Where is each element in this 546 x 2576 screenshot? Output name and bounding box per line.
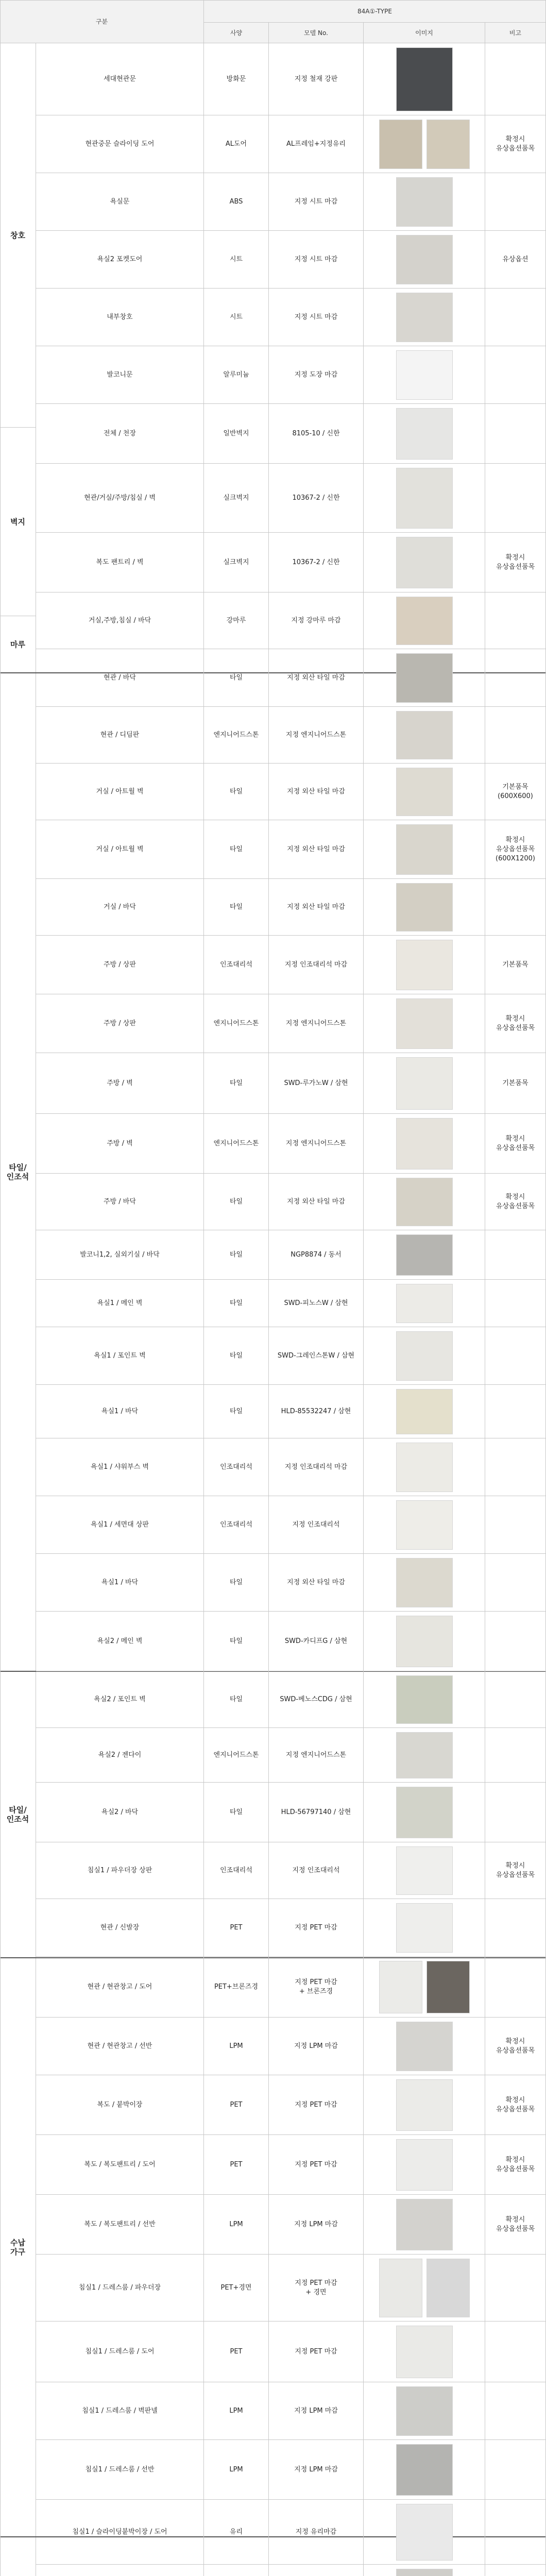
row-spec: LPM [204, 2195, 269, 2255]
row-spec: PET+경면 [204, 2255, 269, 2321]
material-swatch [426, 1961, 470, 2013]
row-spec: 타일 [204, 649, 269, 707]
row-note: 확정시 유상옵션품목 [485, 2195, 546, 2255]
row-note: 기본품목 [485, 936, 546, 994]
material-swatch [396, 653, 453, 703]
row-model: 지정 철재 강판 [269, 43, 364, 115]
row-spec: 타일 [204, 1385, 269, 1438]
material-swatch [396, 2504, 453, 2561]
row-note [485, 1385, 546, 1438]
row-note [485, 2255, 546, 2321]
row-spec: 시트 [204, 289, 269, 346]
row-note: 확정시 유상옵션품목 [485, 1174, 546, 1230]
row-spec: 타일 [204, 1554, 269, 1612]
material-swatch [396, 47, 453, 111]
row-model: 지정 도장 마감 [269, 346, 364, 404]
material-swatch [396, 2079, 453, 2131]
material-swatch [396, 1846, 453, 1895]
material-swatch [396, 940, 453, 990]
row-group-label: 현관 / 디딤판 [36, 707, 204, 764]
row-note: 확정시 유상옵션품목 [485, 1842, 546, 1899]
material-swatch [396, 2386, 453, 2436]
row-note [485, 1496, 546, 1554]
row-model: SWD-그레인스톤W / 삼현 [269, 1327, 364, 1385]
header-note: 비고 [485, 23, 546, 43]
row-spec: 타일 [204, 1174, 269, 1230]
row-group-label: 침실1 / 파우더장 상판 [36, 1842, 204, 1899]
row-spec [204, 2565, 269, 2576]
row-spec: PET [204, 2321, 269, 2382]
material-swatch [396, 998, 453, 1049]
row-note [485, 1957, 546, 2018]
row-group-label: 욕실문 [36, 173, 204, 231]
row-group-label: 현관 / 현관창고 / 도어 [36, 1957, 204, 2018]
row-model: SWD-루가노W / 삼현 [269, 1053, 364, 1114]
row-group-label: 발코니문 [36, 346, 204, 404]
row-model: 지정 PET 마감 [269, 1899, 364, 1957]
row-group-label: 욕실2 / 바닥 [36, 1783, 204, 1842]
row-note: 확정시 유상옵션품목 [485, 1114, 546, 1174]
row-model: 지정 외산 타일 마감 [269, 1554, 364, 1612]
row-model: 지정 PET 마감 [269, 2135, 364, 2195]
row-note: 기본품목 [485, 1053, 546, 1114]
row-spec: 시트 [204, 231, 269, 289]
row-model: 지정 엔지니어드스톤 [269, 1114, 364, 1174]
material-swatch [396, 2569, 453, 2576]
row-spec: 엔지니어드스톤 [204, 1728, 269, 1783]
row-group-label: 침실1 / 슬라이딩붙박이장 / 도어 [36, 2500, 204, 2565]
row-model: 지정 시트 마감 [269, 231, 364, 289]
row-note [485, 592, 546, 649]
row-note [485, 2382, 546, 2440]
row-model: 지정 LPM 마감 [269, 2440, 364, 2500]
row-group-label: 침실1 / 드레스룸 / 벽판넬 [36, 2382, 204, 2440]
row-spec: 인조대리석 [204, 1496, 269, 1554]
row-note: 확정시 유상옵션품목 [485, 533, 546, 592]
row-model: 지정 LPM 마감 [269, 2382, 364, 2440]
row-spec: 엔지니어드스톤 [204, 1114, 269, 1174]
row-group-label: 욕실2 / 메인 벽 [36, 1612, 204, 1671]
row-model: 지정 인조대리석 [269, 1496, 364, 1554]
material-swatch [396, 1178, 453, 1226]
section-door: 창호 [0, 43, 36, 428]
material-swatch [396, 2022, 453, 2071]
row-model: 지정 인조대리석 [269, 1842, 364, 1899]
row-model [269, 2565, 364, 2576]
row-note [485, 173, 546, 231]
row-spec: 타일 [204, 1053, 269, 1114]
row-note: 확정시 유상옵션품목 [485, 2135, 546, 2195]
material-swatch [396, 1057, 453, 1110]
row-model: 지정 PET 마감 [269, 2321, 364, 2382]
row-model: 지정 강마루 마감 [269, 592, 364, 649]
material-swatch [396, 350, 453, 400]
row-spec: 엔지니어드스톤 [204, 707, 269, 764]
row-group-label: 욕실1 / 샤워부스 벽 [36, 1438, 204, 1496]
row-spec: 인조대리석 [204, 1438, 269, 1496]
row-spec: 타일 [204, 879, 269, 936]
row-group-label: 거실,주방,침실 / 바닥 [36, 592, 204, 649]
section-storage-2 [0, 2537, 36, 2576]
row-spec: ABS [204, 173, 269, 231]
row-model: HLD-85532247 / 삼현 [269, 1385, 364, 1438]
material-swatch [396, 883, 453, 931]
header-image: 이미지 [364, 23, 485, 43]
row-spec: 인조대리석 [204, 936, 269, 994]
row-group-label: 주방 / 벽 [36, 1114, 204, 1174]
row-group-label: 복도 / 붙박이장 [36, 2075, 204, 2135]
row-spec: 타일 [204, 1230, 269, 1280]
row-note: 확정시 유상옵션품목 (600X1200) [485, 820, 546, 879]
material-swatch [396, 537, 453, 588]
row-group-label: 욕실1 / 바닥 [36, 1385, 204, 1438]
row-model: 8105-10 / 신한 [269, 404, 364, 464]
row-note [485, 1612, 546, 1671]
row-group-label: 욕실2 / 젠다이 [36, 1728, 204, 1783]
header-spec: 사양 [204, 23, 269, 43]
row-group-label: 욕실2 포켓도어 [36, 231, 204, 289]
material-swatch [396, 2139, 453, 2191]
row-note [485, 649, 546, 707]
row-group-label: 욕실1 / 포인트 벽 [36, 1327, 204, 1385]
material-swatch [396, 1500, 453, 1550]
row-group-label: 침실1 / 드레스룸 / 선반 [36, 2440, 204, 2500]
row-group-label: 침실1 / 드레스룸 / 파우더장 [36, 2255, 204, 2321]
row-spec: LPM [204, 2382, 269, 2440]
row-model: 지정 외산 타일 마감 [269, 649, 364, 707]
material-swatch [396, 2444, 453, 2496]
header-group: 구분 [0, 0, 204, 43]
material-swatch [396, 711, 453, 759]
row-note [485, 1728, 546, 1783]
row-group-label: 거실 / 바닥 [36, 879, 204, 936]
row-note [485, 879, 546, 936]
row-model: 지정 시트 마감 [269, 289, 364, 346]
section-wall: 벽지 [0, 428, 36, 616]
row-group-label: 현관 / 바닥 [36, 649, 204, 707]
row-note: 확정시 유상옵션품목 [485, 115, 546, 173]
row-spec: 타일 [204, 1327, 269, 1385]
row-note [485, 707, 546, 764]
row-note [485, 2565, 546, 2576]
row-model: 지정 외산 타일 마감 [269, 764, 364, 820]
row-model: 지정 LPM 마감 [269, 2018, 364, 2075]
row-note [485, 2440, 546, 2500]
material-swatch [396, 1558, 453, 1607]
row-model: 지정 엔지니어드스톤 [269, 707, 364, 764]
row-model: 지정 외산 타일 마감 [269, 1174, 364, 1230]
material-swatch [396, 177, 453, 227]
material-swatch [379, 120, 422, 169]
row-model: 지정 PET 마감 [269, 2075, 364, 2135]
row-spec: 방화문 [204, 43, 269, 115]
material-swatch [396, 1787, 453, 1838]
row-note [485, 1438, 546, 1496]
row-group-label: 침실1 / 드레스룸 / 도어 [36, 2321, 204, 2382]
row-group-label: 현관 / 현관창고 / 선반 [36, 2018, 204, 2075]
material-swatch [396, 1443, 453, 1492]
material-swatch [396, 1284, 453, 1323]
row-spec: 실크벽지 [204, 533, 269, 592]
row-group-label: 욕실2 / 포인트 벽 [36, 1671, 204, 1728]
row-spec: 일반벽지 [204, 404, 269, 464]
row-note [485, 1671, 546, 1728]
row-note: 기본품목 (600X600) [485, 764, 546, 820]
header-type: 84A①-TYPE [204, 0, 546, 23]
row-model: AL프레임+지정유리 [269, 115, 364, 173]
row-spec: PET [204, 1899, 269, 1957]
material-swatch [396, 1118, 453, 1170]
row-model: 지정 엔지니어드스톤 [269, 1728, 364, 1783]
row-model: SWD-베노스CDG / 삼현 [269, 1671, 364, 1728]
row-spec: 유리 [204, 2500, 269, 2565]
row-model: 10367-2 / 신한 [269, 533, 364, 592]
row-group-label: 주방 / 벽 [36, 1053, 204, 1114]
row-spec: PET+브론즈경 [204, 1957, 269, 2018]
row-spec: 타일 [204, 1612, 269, 1671]
row-group-label: 거실 / 아트월 벽 [36, 764, 204, 820]
material-swatch [379, 2259, 422, 2317]
row-model: 지정 시트 마감 [269, 173, 364, 231]
row-spec: AL도어 [204, 115, 269, 173]
row-note [485, 2500, 546, 2565]
row-model: SWD-카디프G / 삼현 [269, 1612, 364, 1671]
material-swatch [396, 768, 453, 816]
material-swatch [396, 1389, 453, 1434]
row-spec: 엔지니어드스톤 [204, 994, 269, 1053]
row-note [485, 346, 546, 404]
material-swatch [396, 2326, 453, 2378]
row-group-label: 욕실1 / 메인 벽 [36, 1280, 204, 1327]
row-group-label [36, 2565, 204, 2576]
row-spec: 인조대리석 [204, 1842, 269, 1899]
material-swatch [396, 824, 453, 875]
row-note [485, 1783, 546, 1842]
row-spec: 타일 [204, 820, 269, 879]
row-group-label: 주방 / 상판 [36, 936, 204, 994]
row-spec: 타일 [204, 1783, 269, 1842]
material-swatch [396, 1675, 453, 1724]
material-swatch [396, 235, 453, 284]
row-model: 지정 외산 타일 마감 [269, 820, 364, 879]
header-model: 모델 No. [269, 23, 364, 43]
row-spec: 실크벽지 [204, 464, 269, 533]
row-note [485, 2321, 546, 2382]
material-swatch [396, 408, 453, 460]
material-swatch [396, 1903, 453, 1953]
row-model: 지정 외산 타일 마감 [269, 879, 364, 936]
material-swatch [396, 293, 453, 342]
row-group-label: 욕실1 / 세면대 상판 [36, 1496, 204, 1554]
row-model: 10367-2 / 신한 [269, 464, 364, 533]
section-tile-1: 타일/ 인조석 [0, 673, 36, 1671]
material-swatch [396, 1732, 453, 1778]
row-spec: PET [204, 2135, 269, 2195]
row-model: 지정 PET 마감 + 브론즈경 [269, 1957, 364, 2018]
row-model: HLD-56797140 / 삼현 [269, 1783, 364, 1842]
material-swatch [396, 1234, 453, 1276]
row-group-label: 현관/거실/주방/침실 / 벽 [36, 464, 204, 533]
row-group-label: 발코니1,2, 실외기실 / 바닥 [36, 1230, 204, 1280]
row-note [485, 1230, 546, 1280]
row-group-label: 주방 / 상판 [36, 994, 204, 1053]
material-swatch [396, 468, 453, 529]
material-swatch [396, 2199, 453, 2250]
row-spec: 타일 [204, 1280, 269, 1327]
row-spec: 강마루 [204, 592, 269, 649]
row-model: 지정 인조대리석 마감 [269, 936, 364, 994]
row-group-label: 욕실1 / 바닥 [36, 1554, 204, 1612]
row-group-label: 세대현관문 [36, 43, 204, 115]
section-storage-1: 수납 가구 [0, 1958, 36, 2537]
row-note: 확정시 유상옵션품목 [485, 994, 546, 1053]
row-group-label: 주방 / 바닥 [36, 1174, 204, 1230]
row-spec: 타일 [204, 764, 269, 820]
section-tile-2: 타일/ 인조석 [0, 1671, 36, 1958]
material-swatch [396, 1331, 453, 1381]
row-model: NGP8874 / 동서 [269, 1230, 364, 1280]
row-note [485, 289, 546, 346]
row-note [485, 404, 546, 464]
row-group-label: 복도 팬트리 / 벽 [36, 533, 204, 592]
row-note [485, 1280, 546, 1327]
row-note: 확정시 유상옵션품목 [485, 2075, 546, 2135]
row-model: 지정 인조대리석 마감 [269, 1438, 364, 1496]
row-note: 확정시 유상옵션품목 [485, 2018, 546, 2075]
row-model: 지정 엔지니어드스톤 [269, 994, 364, 1053]
section-floor: 마루 [0, 616, 36, 673]
row-group-label: 복도 / 복도팬트리 / 선반 [36, 2195, 204, 2255]
row-note [485, 1327, 546, 1385]
row-group-label: 현관 / 신발장 [36, 1899, 204, 1957]
row-note [485, 1554, 546, 1612]
row-spec: 타일 [204, 1671, 269, 1728]
material-swatch [379, 1961, 422, 2013]
row-group-label: 복도 / 복도팬트리 / 도어 [36, 2135, 204, 2195]
row-group-label: 전체 / 천장 [36, 404, 204, 464]
row-group-label: 내부창호 [36, 289, 204, 346]
material-swatch [396, 597, 453, 645]
row-note [485, 1899, 546, 1957]
row-spec: LPM [204, 2018, 269, 2075]
row-spec: PET [204, 2075, 269, 2135]
row-model: SWD-피노스W / 삼현 [269, 1280, 364, 1327]
row-group-label: 거실 / 아트월 벽 [36, 820, 204, 879]
row-note [485, 464, 546, 533]
material-swatch [426, 2259, 470, 2317]
row-model: 지정 LPM 마감 [269, 2195, 364, 2255]
row-model: 지정 유리마감 [269, 2500, 364, 2565]
row-note: 유상옵션 [485, 231, 546, 289]
row-spec: 알루미늄 [204, 346, 269, 404]
material-swatch [396, 1616, 453, 1667]
row-spec: LPM [204, 2440, 269, 2500]
row-group-label: 현관중문 슬라이딩 도어 [36, 115, 204, 173]
material-swatch [426, 120, 470, 169]
row-note [485, 43, 546, 115]
row-model: 지정 PET 마감 + 경면 [269, 2255, 364, 2321]
